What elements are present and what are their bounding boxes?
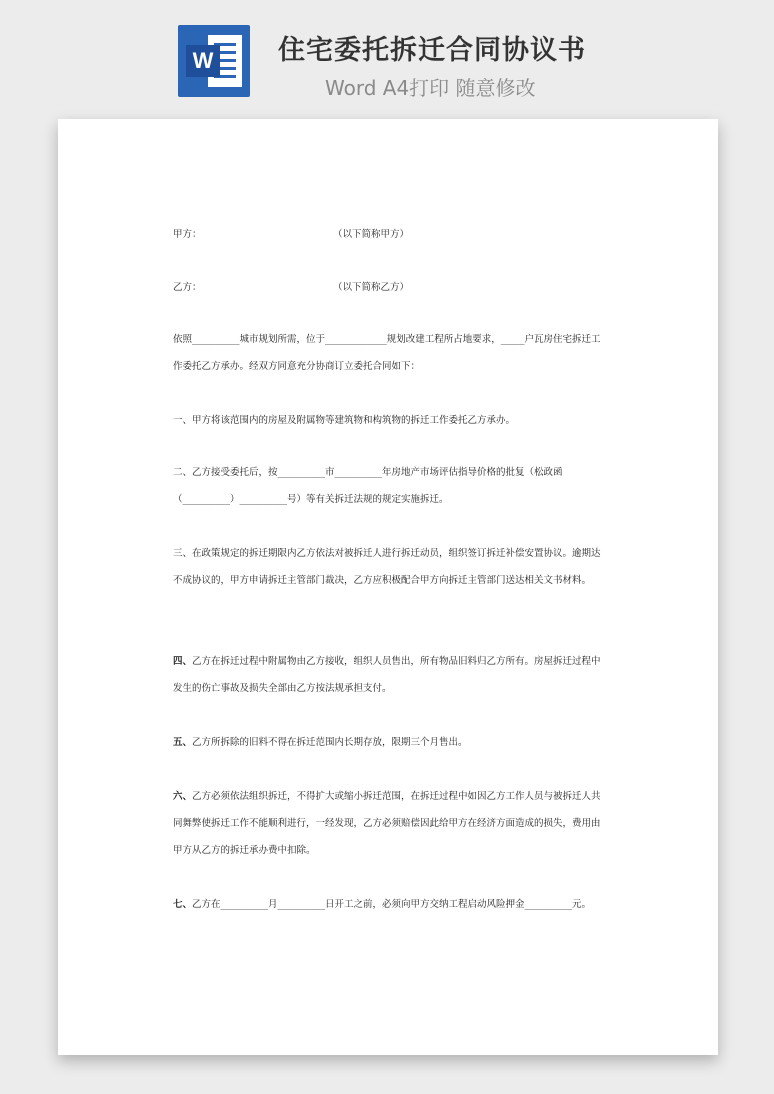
clause-7-text: 乙方在__________月__________日开工之前，必须向甲方交纳工程启动风险押金__________元。 — [192, 899, 592, 910]
clause-6-number: 六、 — [173, 791, 193, 802]
clause-1: 一、甲方将该范围内的房屋及附属物等建筑物和构筑物的拆迁工作委托乙方承办。 — [173, 415, 516, 426]
watermark — [88, 480, 120, 519]
clause-7 — [173, 891, 603, 918]
party-b-note: （以下简称乙方） — [333, 282, 410, 293]
party-b-label: 乙方： — [173, 282, 202, 293]
clause-5-text: 乙方所拆除的旧料不得在拆迁范围内长期存放，限期三个月售出。 — [192, 737, 468, 748]
clause-3: 三、在政策规定的拆迁期限内乙方依法对被拆迁人进行拆迁动员，组织签订拆迁补偿安置协议。逾期达不成协议的，甲方申请拆迁主管部门裁决，乙方应积极配合甲方向拆迁主管部门送达相关文书材料。 — [173, 548, 601, 586]
clause-7-number: 七、 — [173, 899, 193, 910]
clause-4 — [173, 648, 603, 702]
clause-5-number: 五、 — [173, 737, 193, 748]
party-a-note: （以下简称甲方） — [333, 229, 410, 240]
clause-4-text: 乙方在拆迁过程中附属物由乙方接收，组织人员售出，所有物品旧料归乙方所有。房屋拆迁过程中发生的伤亡事故及损失全部由乙方按法规承担支付。 — [173, 656, 601, 694]
document-page — [58, 119, 718, 1055]
intro-paragraph: 依照__________城市规划所需，位于_____________规划改建工程所占地要求，_____户瓦房住宅拆迁工作委托乙方承办。经双方同意充分协商订立委托合同如下： — [173, 334, 601, 372]
clause-4-number: 四、 — [173, 656, 193, 667]
clause-5 — [173, 729, 603, 756]
party-a-label: 甲方： — [173, 229, 202, 240]
clause-6 — [173, 783, 603, 864]
page-title: 住宅委托拆迁合同协议书 — [278, 35, 586, 66]
word-letter-icon: W — [186, 45, 220, 77]
word-icon — [178, 25, 250, 97]
clause-6-text: 乙方必须依法组织拆迁，不得扩大或缩小拆迁范围，在拆迁过程中如因乙方工作人员与被拆迁人共同舞弊使拆迁工作不能顺利进行，一经发现，乙方必须赔偿因此给甲方在经济方面造成的损失，费用由甲方从乙方的拆迁承办费中扣除。 — [173, 791, 601, 856]
clause-2: 二、乙方接受委托后，按__________市__________年房地产市场评估指导价格的批复（松政函（__________）__________号）等有关拆迁法规的规定实施拆迁。 — [173, 467, 563, 505]
page-subtitle: Word A4打印 随意修改 — [325, 76, 536, 100]
